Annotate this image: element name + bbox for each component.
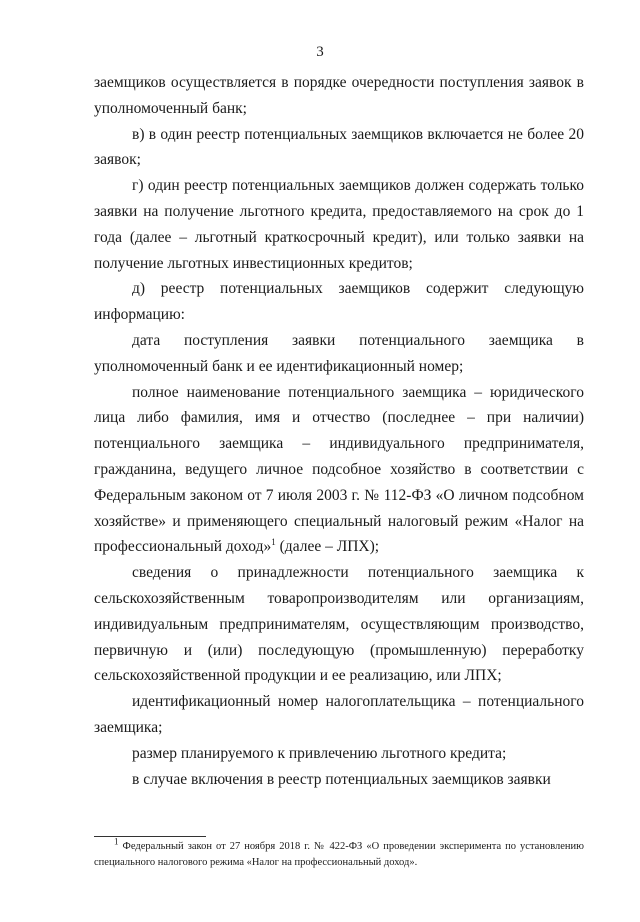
paragraph-continuation: заемщиков осуществляется в порядке очередности поступления заявок в уполномоченный банк; <box>94 74 584 117</box>
paragraph-inclusion: в случае включения в реестр потенциальных заемщиков заявки <box>132 770 551 788</box>
paragraph-full-name <box>94 380 584 561</box>
paragraph-affiliation: сведения о принадлежности потенциального заемщика к сельскохозяйственным товаропроизводителям или организациям, индивидуальным предпринимателям, осуществляющим производство, первичную и (или) последующую (промышленную) переработку сельскохозяйственной продукции и ее реализацию, или ЛПХ; <box>94 564 584 685</box>
footnote-separator <box>94 836 206 837</box>
paragraph-item-v: в) в один реестр потенциальных заемщиков включается не более 20 заявок; <box>94 125 584 169</box>
footnote-reference: 1 <box>271 537 276 548</box>
paragraph-inn: идентификационный номер налогоплательщика – потенциального заемщика; <box>94 693 584 736</box>
paragraph-receipt-date: дата поступления заявки потенциального заемщика в уполномоченный банк и ее идентификационный номер; <box>94 331 584 375</box>
footnote <box>94 836 584 871</box>
paragraph-credit-amount: размер планируемого к привлечению льготного кредита; <box>132 744 507 762</box>
full-name-tail: (далее – ЛПХ); <box>275 538 380 556</box>
full-name-text: полное наименование потенциального заемщика – юридического лица либо фамилия, имя и отчество (последнее – при наличии) потенциального заемщика – индивидуального предпринимателя, гражданина, ведущего личное подсобное хозяйство в соответствии с Федеральным законом от 7 июля 2003 г. № 112-ФЗ «О личном подсобном хозяйстве» и применяющего специальный налоговый режим «Налог на профессиональный доход» <box>94 383 584 556</box>
footnote-mark: 1 <box>114 836 119 847</box>
paragraph-item-g: г) один реестр потенциальных заемщиков должен содержать только заявки на получение льготного кредита, предоставляемого на срок до 1 года (далее – льготный краткосрочный кредит), или только заявки на получение льготных инвестиционных кредитов; <box>94 177 584 272</box>
page-number: 3 <box>316 44 324 60</box>
document-body <box>94 70 584 792</box>
footnote-text: Федеральный закон от 27 ноября 2018 г. № 422-ФЗ «О проведении эксперимента по установлению специального налогового режима «Налог на профессиональный доход». <box>94 841 584 868</box>
paragraph-item-d: д) реестр потенциальных заемщиков содержит следующую информацию: <box>94 280 584 324</box>
